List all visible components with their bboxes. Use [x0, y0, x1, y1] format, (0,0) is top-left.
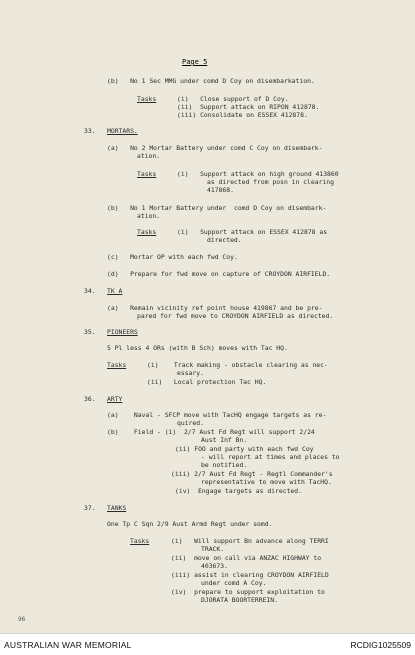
document-line: ation.	[137, 212, 161, 220]
document-line: (b) No 1 Mortar Battery under comd D Coy on disembark-	[107, 204, 327, 212]
document-line: (iii) assist in clearing CROYDON AIRFIELD	[171, 571, 329, 579]
document-line: Tasks	[107, 361, 127, 369]
document-line: (iii) Consolidate on ESSEX 412878.	[177, 111, 308, 119]
document-line: Tasks	[137, 170, 157, 178]
document-line: (c) Mortar OP with each fwd Coy.	[107, 253, 238, 261]
document-line: (i) Support attack on ESSEX 412878 as	[177, 228, 328, 236]
document-line: (ii) Local protection Tac HQ.	[147, 378, 267, 386]
document-line: (ii) Support attack on RIPON 412878.	[177, 103, 320, 111]
document-line: Tasks	[137, 228, 157, 236]
document-line: DJORATA BOORTERREIN.	[201, 596, 278, 604]
page-number: Page 5	[182, 58, 208, 66]
document-line: (b) No 1 Sec MMG under comd D Coy on disembarkation.	[107, 77, 315, 85]
document-line: (iii) 2/7 Aust Fd Regt - Regtl Commander's	[171, 470, 333, 478]
document-line: directed.	[207, 236, 242, 244]
document-line: (iv) Engage targets as directed.	[175, 487, 302, 495]
footer-institution: AUSTRALIAN WAR MEMORIAL	[4, 640, 132, 650]
document-line: quired.	[177, 419, 204, 427]
document-line: (i) Support attack on high ground 413860	[177, 170, 339, 178]
document-line: ARTY	[107, 395, 123, 403]
footer-record-id: RCDIG1025509	[350, 640, 411, 650]
document-line: ation.	[137, 152, 161, 160]
document-line: essary.	[177, 369, 204, 377]
document-line: (i) Close support of D Coy.	[177, 95, 289, 103]
document-line: 36.	[84, 395, 96, 403]
document-line: 5 Pl less 4 ORs (with B Sch) moves with Tac HQ.	[107, 344, 288, 352]
document-line: Tasks	[137, 95, 157, 103]
document-line: (a) No 2 Mortar Battery under comd C Coy on disembark-	[107, 144, 323, 152]
document-line: PIONEERS	[107, 328, 138, 336]
document-line: 37.	[84, 504, 96, 512]
document-line: One Tp C Sqn 2/9 Aust Armd Regt under somd.	[107, 520, 273, 528]
document-line: Tasks	[130, 537, 150, 545]
document-line: 34.	[84, 287, 96, 295]
document-line: 35.	[84, 328, 96, 336]
document-line: (ii) move on call via ANZAC HIGHWAY to	[171, 554, 322, 562]
document-line: pared for fwd move to CROYDON AIRFIELD as directed.	[137, 312, 334, 320]
document-line: - will report at times and places to	[201, 453, 340, 461]
document-line: (a) Naval - SFCP move with TacHQ engage targets as re-	[107, 411, 327, 419]
archive-footer	[0, 633, 415, 655]
document-line: (a) Remain vicinity ref point house 419867 and be pre-	[107, 304, 323, 312]
document-line: Aust Inf Bn.	[201, 436, 248, 444]
document-line: TK A	[107, 287, 123, 295]
document-line: (b) Field - (i) 2/7 Aust Fd Regt will support 2/24	[107, 428, 315, 436]
document-line: (i) Will support Bn advance along TERRI	[171, 537, 329, 545]
document-line: (ii) FOO and party with each fwd Coy	[175, 445, 314, 453]
document-line: (i) Track making - obstacle clearing as nec-	[147, 361, 328, 369]
document-line: (iv) prepare to support exploitation to	[171, 588, 325, 596]
document-line: MORTARS.	[107, 127, 138, 135]
document-line: (d) Prepare for fwd move on capture of CROYDON AIRFIELD.	[107, 270, 331, 278]
document-line: TRACK.	[201, 545, 225, 553]
document-line: 403673.	[201, 562, 228, 570]
document-line: as directed from posn in clearing	[207, 178, 334, 186]
document-line: 417868.	[207, 186, 234, 194]
document-line: under comd A Coy.	[201, 579, 267, 587]
document-line: TANKS	[107, 504, 127, 512]
document-line: representative to move with TacHQ.	[201, 478, 332, 486]
document-line: 33.	[84, 127, 96, 135]
document-line: be notified.	[201, 461, 248, 469]
handwritten-note: 96	[18, 616, 26, 623]
